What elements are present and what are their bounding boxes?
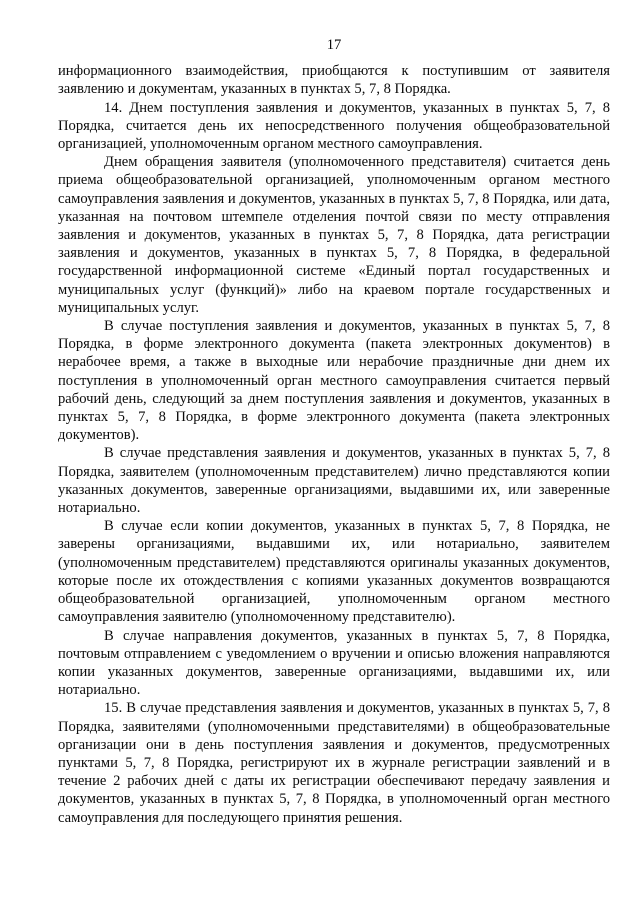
paragraph-2: 14. Днем поступления заявления и документов, указанных в пунктах 5, 7, 8 Порядка, считается день их непосредственного получения общеобразовательной организацией, уполномоченным органом местного самоуправления. [58,99,610,153]
paragraph-5: В случае представления заявления и документов, указанных в пунктах 5, 7, 8 Порядка, заявителем (уполномоченным представителем) лично представляются копии указанных документов, заверенные организациями, выдавшими их, или заверенные нотариально. [58,445,610,517]
page-number: 17 [326,37,342,53]
paragraph-7: В случае направления документов, указанных в пунктах 5, 7, 8 Порядка, почтовым отправлением с уведомлением о вручении и описью вложения направляются копии указанных документов, заверенные организациями, выдавшими их, или нотариально. [58,627,610,699]
paragraph-1: информационного взаимодействия, приобщаются к поступившим от заявителя заявлению и документам, указанных в пунктах 5, 7, 8 Порядка. [58,63,610,98]
paragraph-4: В случае поступления заявления и документов, указанных в пунктах 5, 7, 8 Порядка, в форме электронного документа (пакета электронных документов) в нерабочее время, а также в выходные или нерабочие праздничные дни днем их поступления в уполномоченный орган местного самоуправления считается первый рабочий день, следующий за днем поступления заявления и документов, указанных в пунктах 5, 7, 8 Порядка, в форме электронного документа (пакета электронных документов). [58,318,610,444]
paragraph-8: 15. В случае представления заявления и документов, указанных в пунктах 5, 7, 8 Порядка, заявителями (уполномоченными представителями) в общеобразовательные организации они в день поступления заявления и документов, предусмотренных пунктами 5, 7, 8 Порядка, регистрируют их в журнале регистрации заявлений и в течение 2 рабочих дней с даты их регистрации обеспечивают передачу заявления и документов, указанных в пунктах 5, 7, 8 Порядка, в уполномоченный орган местного самоуправления для последующего принятия решения. [58,700,610,826]
paragraph-6: В случае если копии документов, указанных в пунктах 5, 7, 8 Порядка, не заверены организациями, выдавшими их, или нотариально, заявителем (уполномоченным представителем) представляются оригиналы указанных документов, которые после их отождествления с копиями указанных документов возвращаются общеобразовательной организацией, уполномоченным органом местного самоуправления заявителю (уполномоченному представителю). [58,518,610,626]
document-body [58,62,610,827]
paragraph-3: Днем обращения заявителя (уполномоченного представителя) считается день приема общеобразовательной организацией, уполномоченным органом местного самоуправления заявления и документов, указанных в пунктах 5, 7, 8 Порядка, или дата, указанная на почтовом штемпеле отделения почтой связи по месту отправления заявления и документов, указанных в пунктах 5, 7, 8 Порядка, дата регистрации заявления и документов, указанных в пунктах 5, 7, 8 Порядка, в федеральной государственной информационной системе «Единый портал государственных и муниципальных услуг (функций)» либо на краевом портале государственных и муниципальных услуг. [58,154,610,316]
